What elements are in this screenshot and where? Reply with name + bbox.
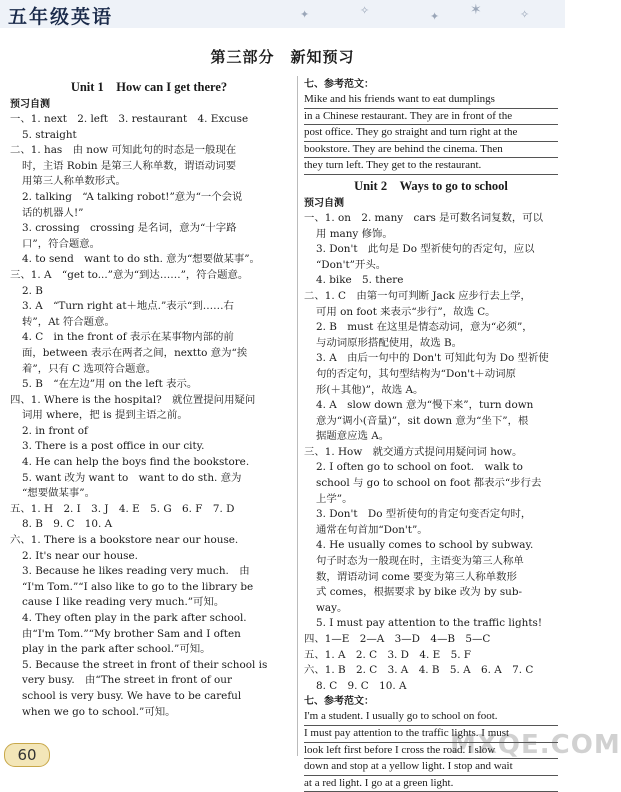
answer-line: cause I like reading very much.”可知。: [22, 596, 225, 609]
book-title: 五年级英语: [8, 6, 114, 28]
subheading: 预习自测: [304, 197, 344, 209]
answer-line: 三、1. How 就交通方式提问用疑问词 how。: [304, 445, 523, 458]
answer-line: 五、1. H 2. I 3. J 4. E 5. G 6. F 7. D: [10, 502, 235, 515]
answer-line: 一、1. next 2. left 3. restaurant 4. Excuse: [10, 113, 249, 125]
answer-line: 4. A slow down 意为“慢下来”，turn down: [316, 399, 534, 412]
answer-line: 2. talking “A talking robot!”意为“一个会说: [22, 190, 243, 203]
answer-line: 形(＋其他)”，故选 A。: [316, 383, 424, 396]
answer-line: 8. B 9. C 10. A: [22, 518, 113, 531]
answer-line: 3. Don't 此句是 Do 型祈使句的否定句，应以: [316, 243, 535, 256]
answer-line: 5. B “在左边”用 on the left 表示。: [22, 378, 198, 391]
answer-line: 3. A “Turn right at＋地点.”表示“到……右: [22, 300, 234, 313]
answer-line: 四、1—E 2—A 3—D 4—B 5—C: [304, 633, 491, 645]
answer-list: [304, 211, 558, 694]
answer-line: way。: [316, 601, 348, 614]
star-icon: ✶: [470, 2, 482, 18]
answer-line: 着”，只有 C 选项符合题意。: [22, 362, 157, 375]
answer-line: 一、1. on 2. many cars 是可数名词复数，可以: [304, 211, 544, 224]
answer-line: play in the park after school.”可知。: [22, 643, 211, 656]
answer-line: 3. crossing crossing 是名词，意为“十字路: [22, 222, 237, 235]
answer-line: 六、1. There is a bookstore near our house.: [10, 534, 239, 547]
answer-line: 转”，At 符合题意。: [22, 315, 115, 328]
watermark: MXQE.COM: [450, 730, 621, 760]
answer-line: 意为“调小(音量)”，sit down 意为“坐下”，根: [316, 414, 529, 427]
answer-line: when we go to school.”可知。: [22, 705, 176, 718]
answer-line: 3. Don't Do 型祈使句的肯定句变否定句时，: [316, 508, 532, 521]
answer-line: 5. Because the street in front of their school is: [22, 658, 268, 671]
answer-line: 3. There is a post office in our city.: [22, 440, 205, 453]
answer-line: 五、1. A 2. C 3. D 4. E 5. F: [304, 648, 472, 661]
essay-line: they turn left. They get to the restaurant.: [304, 158, 558, 175]
answer-line: 4. He usually comes to school by subway.: [316, 539, 534, 552]
answer-line: 4. to send want to do sth. 意为“想要做某事”。: [22, 253, 260, 266]
star-icon: ✦: [430, 10, 440, 23]
answer-line: 口”，符合题意。: [22, 237, 101, 250]
answer-line: 可用 on foot 来表示“步行”，故选 C。: [316, 305, 496, 318]
right-column: [304, 76, 558, 792]
essay-line: look left first before I cross the road. I slow: [304, 743, 558, 760]
answer-line: 二、1. C 由第一句可判断 Jack 应步行去上学，: [304, 289, 531, 302]
star-icon: ✦: [300, 8, 310, 21]
column-divider: [297, 76, 298, 756]
answer-line: 三、1. A “get to...”意为“到达……”，符合题意。: [10, 268, 249, 281]
answer-line: “I'm Tom.”“I also like to go to the library be: [22, 580, 254, 593]
answer-line: 二、1. has 由 now 可知此句的时态是一般现在: [10, 144, 237, 157]
answer-line: 2. I often go to school on foot. walk to: [316, 461, 523, 474]
answer-line: 4. bike 5. there: [316, 274, 404, 287]
answer-line: school 与 go to school on foot 都表示“步行去: [316, 477, 542, 490]
answer-line: school is very busy. We have to be careful: [22, 689, 242, 702]
answer-line: 5. want 改为 want to want to do sth. 意为: [22, 471, 242, 484]
answer-line: 4. C in the front of 表示在某事物内部的前: [22, 331, 234, 344]
answer-line: 与动词原形搭配使用，故选 B。: [316, 336, 463, 349]
reference-heading: 七、参考范文：: [304, 79, 374, 90]
essay-line: I'm a student. I usually go to school on foot.: [304, 709, 558, 726]
essay-line: post office. They go straight and turn right at the: [304, 125, 558, 142]
answer-line: 5. straight: [22, 128, 77, 141]
answer-line: 由“I'm Tom.”“My brother Sam and I often: [22, 627, 241, 640]
answer-line: 用第三人称单数形式。: [22, 175, 126, 188]
answer-line: 话的机器人!”: [22, 206, 84, 219]
answer-line: 面，between 表示在两者之间，nextto 意为“挨: [22, 346, 248, 359]
answer-line: 时，主语 Robin 是第三人称单数，谓语动词要: [22, 159, 236, 172]
answer-line: 4. He can help the boys find the bookstore.: [22, 456, 250, 469]
unit-title: Unit 1 How can I get there?: [70, 80, 228, 94]
answer-line: 上学”。: [316, 492, 353, 505]
left-column: [10, 76, 288, 720]
essay-line: bookstore. They are behind the cinema. Then: [304, 142, 558, 159]
header-bar: [0, 0, 565, 28]
essay-line: in a Chinese restaurant. They are in front of the: [304, 109, 558, 126]
section-title: 第三部分 新知预习: [210, 48, 355, 66]
answer-line: 通常在句首加“Don't”。: [316, 523, 428, 536]
answer-line: 2. B must 在这里是情态动词，意为“必须”，: [316, 321, 533, 334]
answer-line: 四、1. Where is the hospital? 就位置提问用疑问: [10, 393, 256, 406]
essay-line: Mike and his friends want to eat dumplings: [304, 92, 558, 109]
star-icon: ✧: [360, 4, 370, 17]
essay-line: at a red light. I go at a green light.: [304, 776, 558, 792]
star-icon: ✧: [520, 8, 530, 21]
answer-line: “Don't”开头。: [316, 258, 387, 271]
answer-line: 用 many 修饰。: [316, 227, 393, 240]
answer-line: “想要做某事”。: [22, 487, 95, 500]
subheading: 预习自测: [10, 99, 50, 110]
answer-line: 词用 where，把 is 提到主语之前。: [22, 409, 188, 422]
page-number: 60: [4, 743, 50, 767]
answer-line: 2. in front of: [22, 424, 88, 437]
reference-heading: 七、参考范文：: [304, 696, 374, 708]
answer-line: 5. I must pay attention to the traffic lights!: [316, 617, 543, 630]
answer-line: 3. Because he likes reading very much. 由: [22, 565, 250, 578]
answer-line: 数，谓语动词 come 要变为第三人称单数形: [316, 570, 517, 583]
unit-title: Unit 2 Ways to go to school: [354, 178, 508, 193]
reference-essay: [304, 92, 558, 175]
answer-line: 据题意应选 A。: [316, 430, 390, 443]
answer-line: 式 comes，根据要求 by bike 改为 by sub-: [316, 586, 523, 599]
answer-list: [10, 112, 288, 720]
answer-line: 2. B: [22, 284, 43, 297]
answer-line: 3. A 由后一句中的 Don't 可知此句为 Do 型祈使: [316, 352, 549, 365]
answer-line: 4. They often play in the park after school.: [22, 612, 247, 624]
answer-line: 8. C 9. C 10. A: [316, 679, 407, 692]
essay-line: I must pay attention to the traffic lights. I must: [304, 726, 558, 743]
essay-line: down and stop at a yellow light. I stop and wait: [304, 759, 558, 776]
answer-line: 六、1. B 2. C 3. A 4. B 5. A 6. A 7. C: [304, 664, 534, 677]
answer-line: very busy. 由“The street in front of our: [22, 674, 232, 687]
answer-line: 句的否定句，其句型结构为“Don't＋动词原: [316, 367, 516, 380]
answer-line: 2. It's near our house.: [22, 549, 138, 562]
answer-line: 句子时态为一般现在时，主语变为第三人称单: [316, 555, 524, 568]
